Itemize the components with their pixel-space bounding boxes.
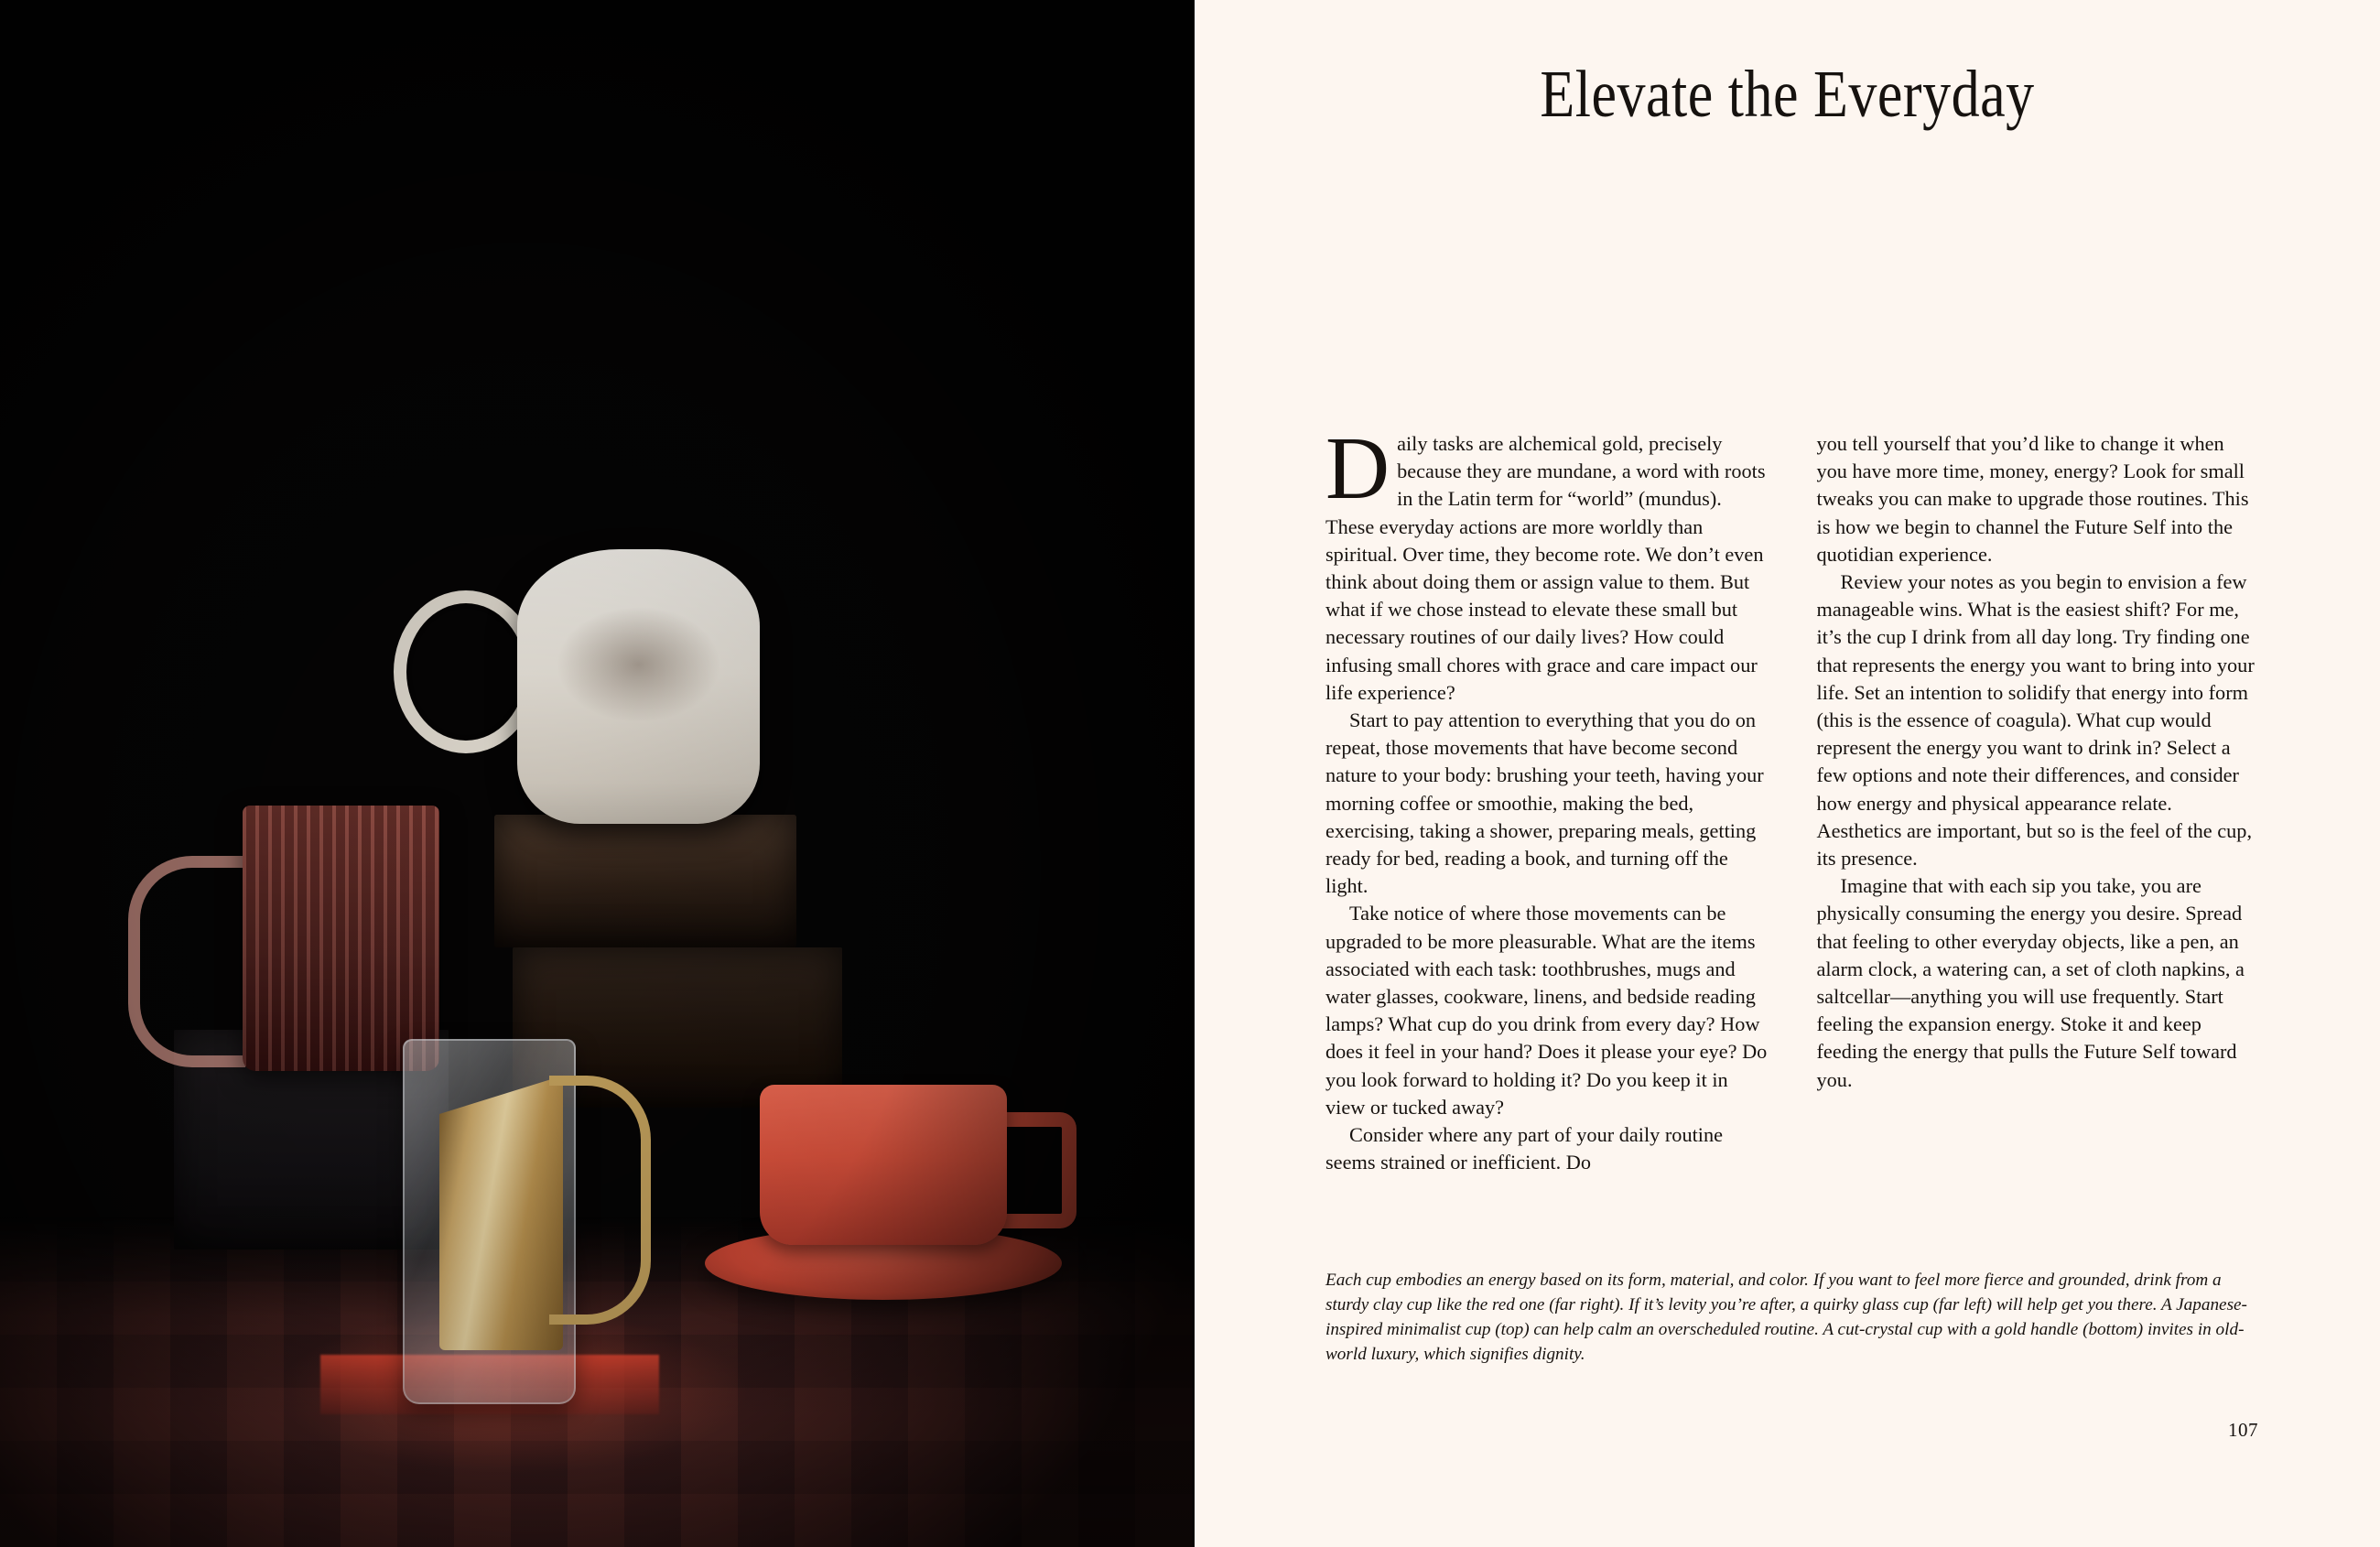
page-number: 107 — [2228, 1419, 2258, 1441]
red-glass-mug-handle — [128, 856, 245, 1067]
paragraph-2-left: Start to pay attention to everything that you do on repeat, those movements that have become second nature to your body: brushing your teeth, having your morning coffee or smoothie, making the bed, exercising, taking a shower, preparing meals, getting ready for bed, reading a book, and turning off the light. — [1325, 709, 1764, 898]
paragraph-2-right: Review your notes as you begin to envision a few manageable wins. What is the easiest shift? For me, it’s the cup I drink from all day long. Try finding one that represents the energy you want to bring into your life. Set an intention to solidify that energy into form (this is the essence of coagula). What cup would represent the energy you want to drink in? Select a few options and note their differences, and consider how energy and physical appearance relate. Aesthetics are important, but so is the feel of the cup, its presence. — [1816, 570, 2255, 871]
drop-cap: D — [1325, 419, 1390, 517]
dark-wooden-block-top — [494, 815, 796, 947]
gold-handle — [549, 1076, 651, 1325]
page-title: Elevate the Everyday — [1540, 58, 2035, 132]
column-right — [1817, 430, 2260, 1176]
paragraph-4-left: Consider where any part of your daily routine seems strained or inefficient. Do — [1325, 1123, 1724, 1174]
red-ribbed-glass-mug — [243, 806, 439, 1071]
paragraph-1-left-text: aily tasks are alchemical gold, precisely because they are mundane, a word with roots in the Latin term for “world” (mundus). These everyday actions are more worldly than spiritual. Over time, they become rote. We don’t even think about doing them or assign value to them. But what if we chose instead to elevate these small but necessary routines of our daily lives? How could infusing small chores with grace and care impact our life experience? — [1325, 432, 1766, 704]
red-clay-cup — [760, 1085, 1007, 1245]
body-columns — [1325, 419, 2259, 1176]
paragraph-3-right: Imagine that with each sip you take, you are physically consuming the energy you desire. Spread that feeling to other everyday objects, like a pen, an alarm clock, a watering can, a set of cloth napkins, a saltcellar—anything you will use frequently. Start feeling the expansion energy. Stoke it and keep feeding the energy that pulls the Future Self toward you. — [1816, 874, 2245, 1091]
text-page — [1195, 0, 2380, 1547]
white-matte-mug — [517, 549, 760, 824]
gold-sleeve — [439, 1076, 563, 1350]
paragraph-3-left: Take notice of where those movements can be upgraded to be more pleasurable. What are the items associated with each task: toothbrushes, mugs and water glasses, cookware, linens, and bedside reading lamps? What cup do you drink from every day? How does it feel in your hand? Does it please your eye? Do you look forward to holding it? Do you keep it in view or tucked away? — [1325, 902, 1768, 1119]
column-left — [1325, 419, 1769, 1176]
paragraph-1-left — [1325, 419, 1769, 707]
paragraph-1-right: you tell yourself that you’d like to change it when you have more time, money, energy? Look for small tweaks you can make to upgrade those routines. This is how we begin to channel the Future Self into the quotidian experience. — [1816, 432, 2249, 566]
photo-caption: Each cup embodies an energy based on its form, material, and color. If you want to feel more fierce and grounded, drink from a sturdy clay cup like the red one (far right). If it’s levity you’re after, a quirky glass cup (far left) will help get you there. A Japanese-inspired minimalist cup (top) can help calm an overscheduled routine. A cut-crystal cup with a gold handle (bottom) invites in old-world luxury, which signifies dignity. — [1325, 1271, 2247, 1364]
